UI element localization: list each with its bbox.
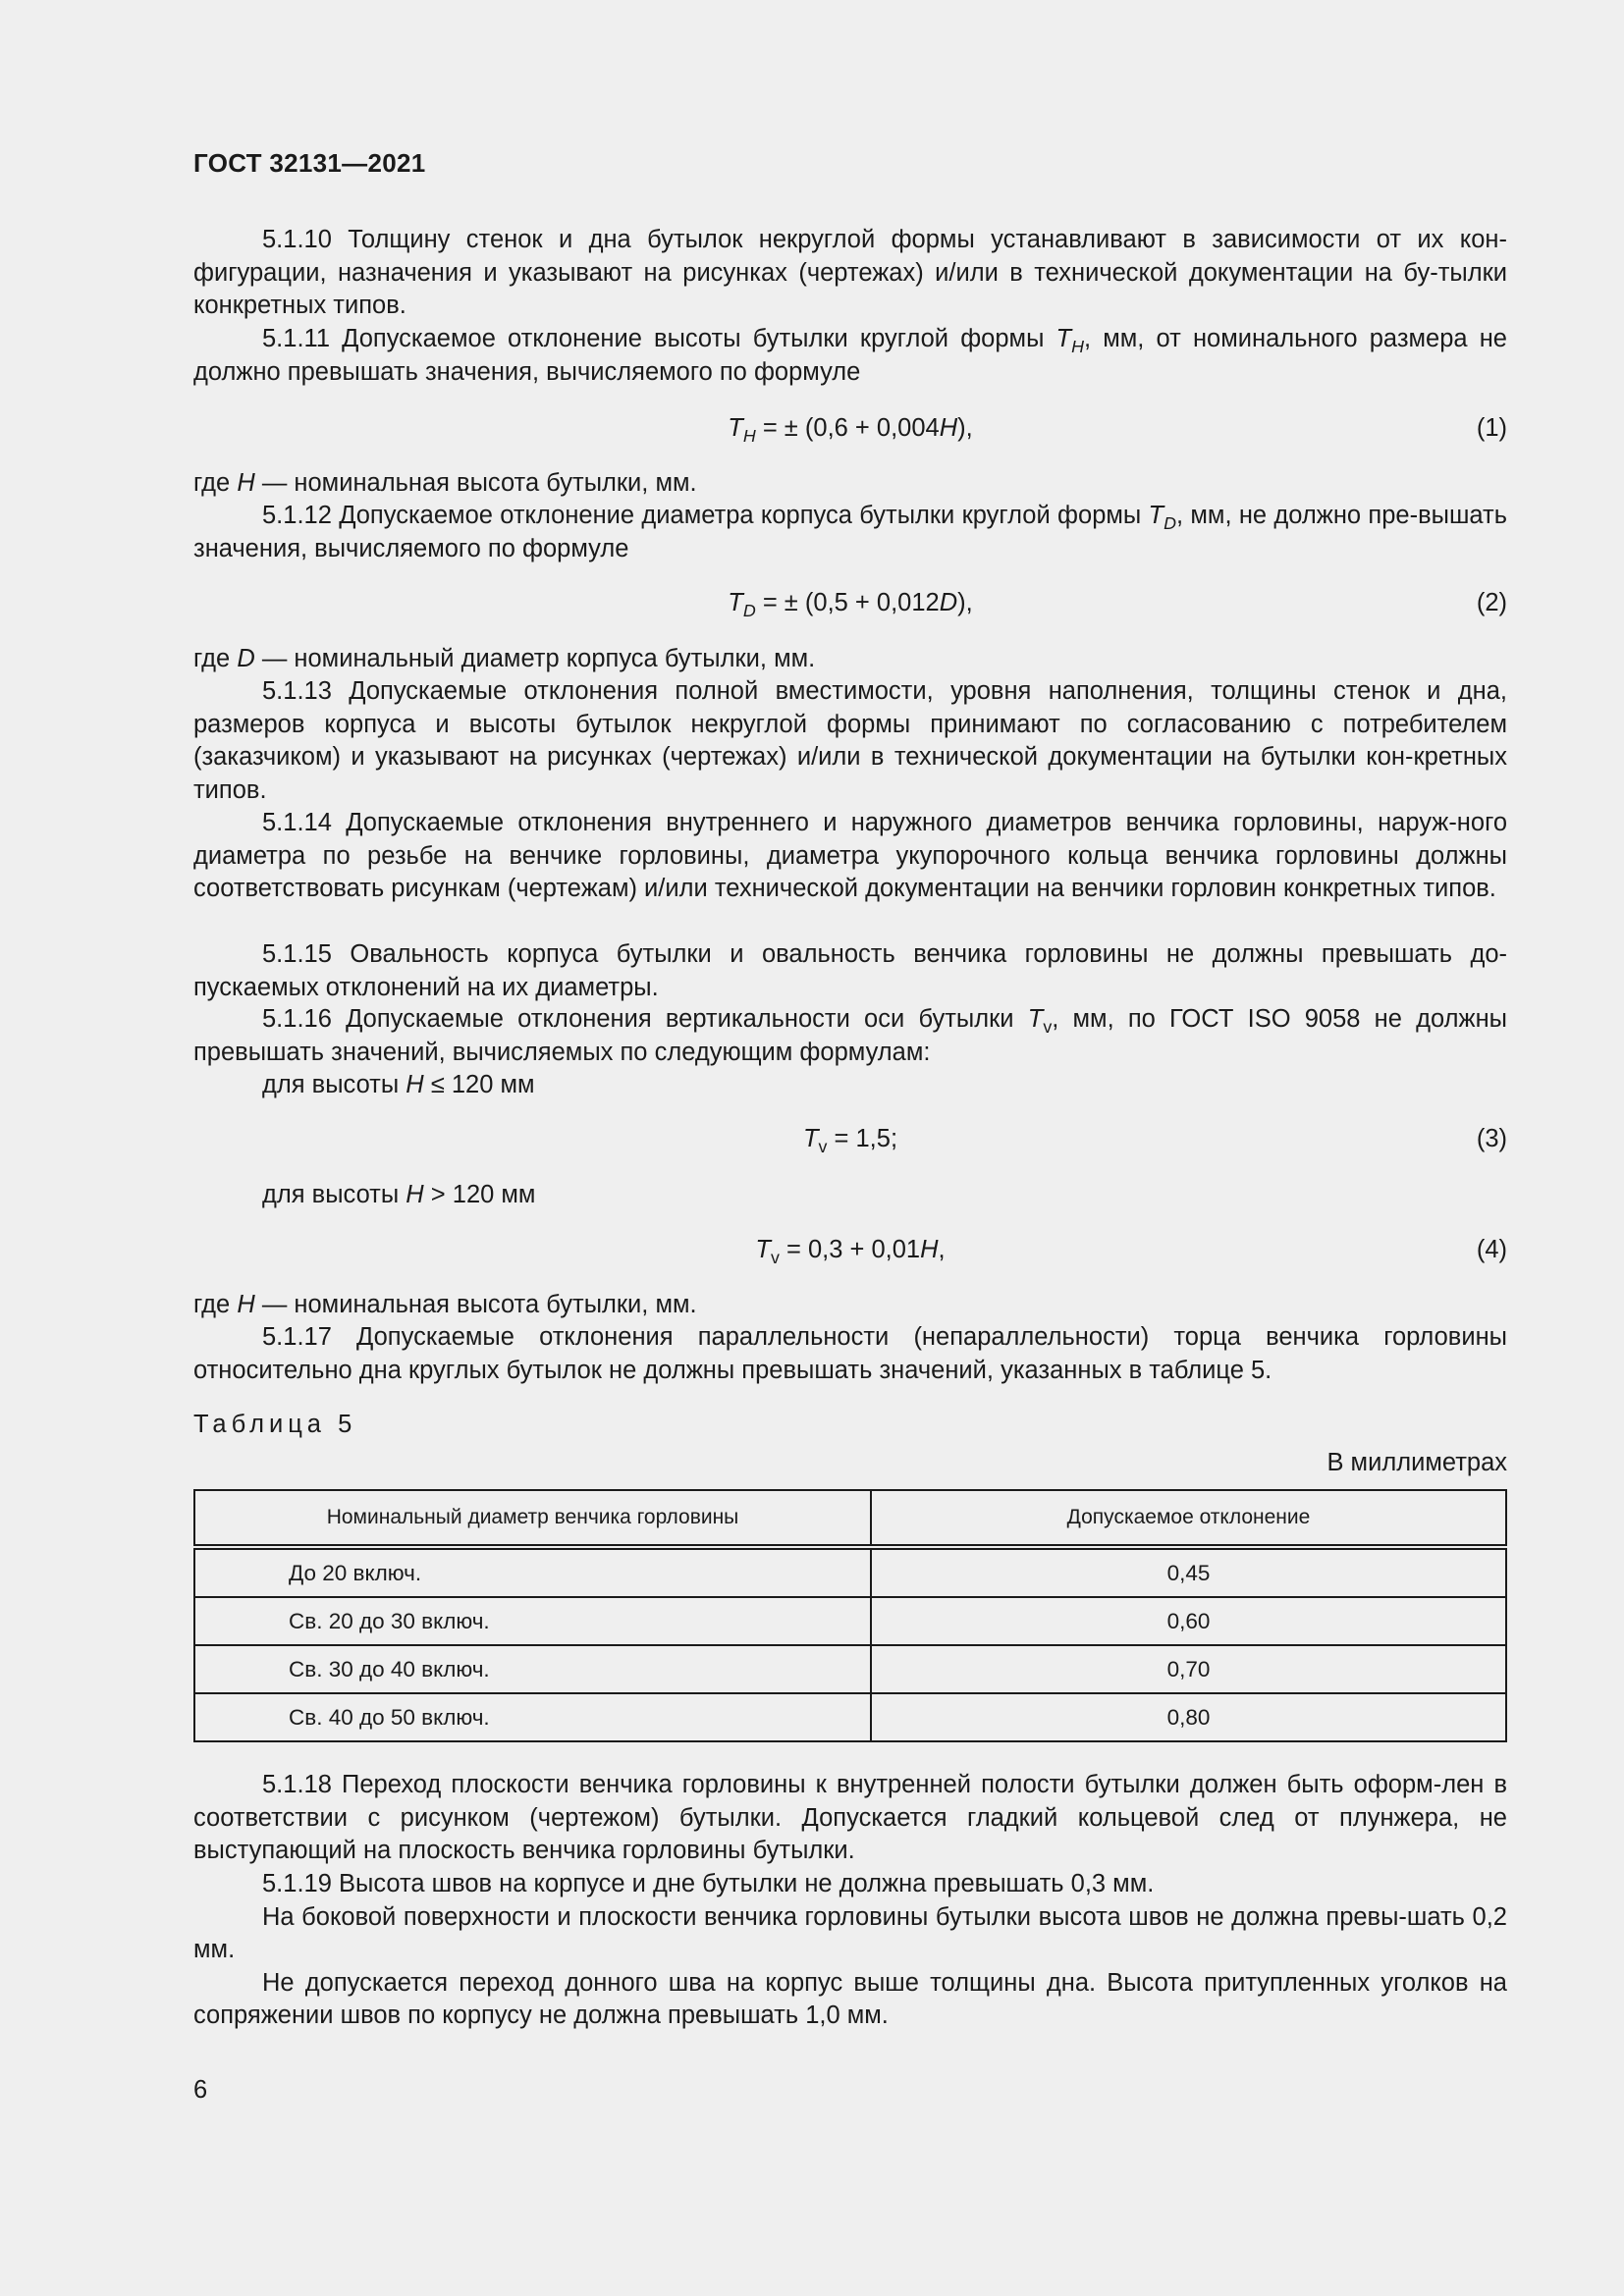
formula-2 [193,587,1507,620]
formula-expression: $T_v = 0,3 + 0,01H$, [755,1236,946,1267]
paragraph-5-1-16 [193,1003,1507,1069]
formula-expression: $T_H$ = ± (0,6 + 0,004H), [728,414,973,446]
paragraph-5-1-18 [193,1769,1507,1868]
document-header-id: ГОСТ 32131—2021 [193,148,426,178]
table-row [194,1547,1506,1597]
paragraph-text: 5.1.16 Допускаемые отклонения вертикальности оси бутылки $T_v$, мм, по ГОСТ ISO 9058 не должны превышать значений, вычисляемых по следующим формулам: [193,1005,1507,1066]
table-row [194,1597,1506,1645]
page-number: 6 [193,2076,208,2104]
formula-number: (1) [1476,414,1507,442]
symbol: T [1027,1005,1044,1033]
formula-number: (2) [1476,589,1507,616]
table-cell: Св. 40 до 50 включ. [194,1693,871,1741]
formula-expression: $T_v = 1,5$; [802,1125,898,1156]
table-caption: Таблица 5 [193,1411,357,1438]
column-header: Номинальный диаметр венчика горловины [194,1490,871,1547]
formula-2-explanation: где D — номинальный диаметр корпуса бутылки, мм. [193,645,816,672]
paragraph-5-1-12 [193,500,1507,565]
formula-1-explanation: где H — номинальная высота бутылки, мм. [193,469,697,497]
symbol-subscript: v [1043,1017,1053,1037]
symbol: T [1148,502,1164,529]
paragraph-5-1-13 [193,675,1507,807]
symbol: T [1056,325,1072,352]
table-row [194,1645,1506,1693]
table-header-row [194,1490,1506,1547]
paragraph-5-1-17 [193,1321,1507,1387]
paragraph-text: На боковой поверхности и плоскости венчика горловины бутылки высота швов не должна превы-шать 0,2 мм. [193,1902,1507,1963]
table-row [194,1693,1506,1741]
formula-4 [193,1234,1507,1267]
formula-3 [193,1123,1507,1156]
paragraph-text: 5.1.13 Допускаемые отклонения полной вместимости, уровня наполнения, толщины стенок и дна, размеров корпуса и высоты бутылок некруглой формы принимают по согласованию с потребителем (заказчиком) и указывают на рисунках (чертежах) и/или в технической документации на бутылки кон-кретных типов. [193,677,1507,804]
paragraph-5-1-19 [193,1868,1507,2033]
symbol-subscript: D [1164,513,1177,533]
paragraph-text: 5.1.15 Овальность корпуса бутылки и овальность венчика горловины не должны превышать до-пускаемых отклонений на их диаметры. [193,940,1507,1001]
paragraph-text: 5.1.10 Толщину стенок и дна бутылок некруглой формы устанавливают в зависимости от их кон-фигурации, назначения и указывают на рисунках (чертежах) и/или в технической документации на бу-тылки конкретных типов. [193,226,1507,319]
formula-1 [193,412,1507,446]
formula-number: (3) [1476,1125,1507,1152]
table-cell: 0,60 [871,1597,1506,1645]
formula-expression: $T_D$ = ± (0,5 + 0,012D), [728,589,973,620]
paragraph-text: Не допускается переход донного шва на корпус выше толщины дна. Высота притупленных уголков на сопряжении швов по корпусу не должна превышать 1,0 мм. [193,1968,1507,2029]
paragraph-text: 5.1.12 Допускаемое отклонение диаметра корпуса бутылки круглой формы $T_D$, мм, не должно пре-вышать значения, вычисляемого по формуле [193,502,1507,562]
formula-number: (4) [1476,1236,1507,1263]
paragraph-text: 5.1.18 Переход плоскости венчика горловины к внутренней полости бутылки должен быть оформ-лен в соответствии с рисунком (чертежом) бутылки. Допускается гладкий кольцевой след от плунжера, не выступающий на плоскость венчика горловины бутылки. [193,1771,1507,1864]
paragraph-text: 5.1.19 Высота швов на корпусе и дне бутылки не должна превышать 0,3 мм. [262,1870,1155,1897]
tolerance-table [193,1489,1507,1742]
condition-2: для высоты H > 120 мм [262,1181,536,1208]
table-units: В миллиметрах [1326,1449,1507,1476]
paragraph-5-1-11 [193,323,1507,389]
paragraph-5-1-10 [193,224,1507,323]
table-cell: До 20 включ. [194,1547,871,1597]
paragraph-text: 5.1.17 Допускаемые отклонения параллельности (непараллельности) торца венчика горловины относительно дна круглых бутылок не должны превышать значений, указанных в таблице 5. [193,1323,1507,1384]
paragraph-text: 5.1.14 Допускаемые отклонения внутреннего и наружного диаметров венчика горловины, наруж-ного диаметра по резьбе на венчике горловины, диаметра укупорочного кольца венчика горловины должны соответствовать рисункам (чертежам) и/или технической документации на венчики горловин конкретных типов. [193,809,1507,902]
symbol-subscript: H [1071,337,1084,356]
table-cell: 0,45 [871,1547,1506,1597]
column-header: Допускаемое отклонение [871,1490,1506,1547]
table-cell: Св. 20 до 30 включ. [194,1597,871,1645]
document-page [193,0,1507,2296]
paragraph-5-1-15 [193,938,1507,1004]
paragraph-text: 5.1.11 Допускаемое отклонение высоты бутылки круглой формы $T_H$, мм, от номинального размера не должно превышать значения, вычисляемого по формуле [193,325,1507,386]
table-cell: 0,80 [871,1693,1506,1741]
table-cell: Св. 30 до 40 включ. [194,1645,871,1693]
formula-4-explanation: где H — номинальная высота бутылки, мм. [193,1291,697,1318]
condition-1: для высоты H ≤ 120 мм [262,1071,535,1098]
paragraph-5-1-14 [193,807,1507,906]
table-cell: 0,70 [871,1645,1506,1693]
